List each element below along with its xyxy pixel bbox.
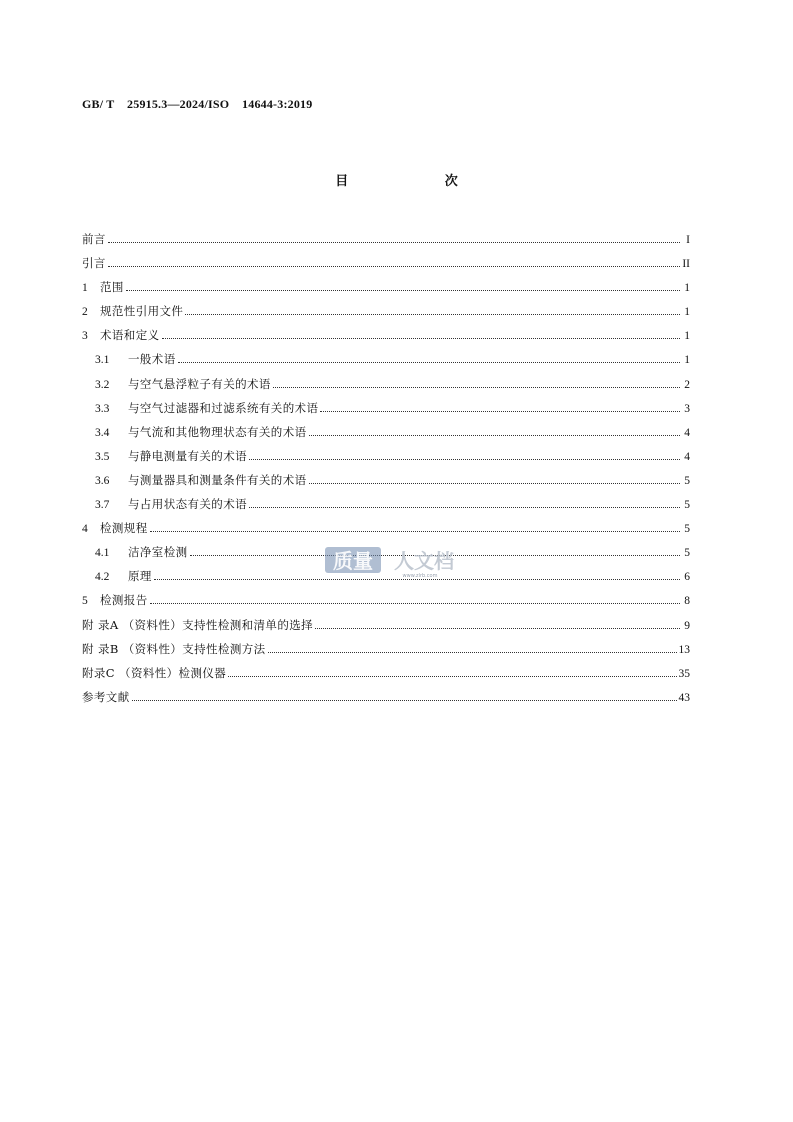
toc-entry-label: 检测规程 — [100, 521, 148, 536]
dot-leader — [309, 483, 681, 484]
toc-entry[interactable] — [82, 616, 690, 640]
toc-entry-label: 附 录B （资料性）支持性检测方法 — [82, 641, 266, 656]
table-of-contents — [82, 230, 690, 712]
toc-entry-page-number: 1 — [684, 282, 690, 295]
toc-entry-label: 一般术语 — [128, 352, 176, 367]
toc-entry-number: 3.5 — [95, 450, 110, 463]
toc-entry-page-number: 5 — [684, 474, 690, 487]
toc-entry[interactable] — [82, 423, 690, 447]
toc-entry-number: 3.3 — [95, 402, 110, 415]
toc-entry-page-number: 13 — [678, 643, 690, 656]
toc-entry[interactable] — [82, 640, 690, 664]
dot-leader — [108, 266, 680, 267]
dot-leader — [185, 314, 680, 315]
toc-entry-page-number: 5 — [684, 523, 690, 536]
toc-entry-page-number: 5 — [684, 499, 690, 512]
toc-entry[interactable] — [82, 495, 690, 519]
toc-entry[interactable] — [82, 688, 690, 712]
toc-entry[interactable] — [82, 399, 690, 423]
toc-entry-label: 与气流和其他物理状态有关的术语 — [128, 424, 307, 439]
dot-leader — [154, 579, 680, 580]
toc-entry-number: 3.6 — [95, 474, 110, 487]
toc-entry-label: 与占用状态有关的术语 — [128, 497, 247, 512]
toc-entry-page-number: 43 — [678, 691, 690, 704]
toc-entry-page-number: 9 — [684, 619, 690, 632]
dot-leader — [162, 338, 681, 339]
toc-entry[interactable] — [82, 350, 690, 374]
toc-entry-label: 原理 — [128, 569, 152, 584]
toc-entry-page-number: 35 — [678, 667, 690, 680]
toc-entry-label: 与空气悬浮粒子有关的术语 — [128, 376, 271, 391]
toc-entry-label: 与空气过滤器和过滤系统有关的术语 — [128, 400, 319, 415]
dot-leader — [228, 676, 676, 677]
dot-leader — [268, 652, 677, 653]
watermark-text-right: 人文档 — [394, 549, 454, 573]
toc-entry[interactable] — [82, 591, 690, 615]
dot-leader — [320, 411, 680, 412]
toc-entry[interactable] — [82, 302, 690, 326]
toc-entry-number: 3.4 — [95, 426, 110, 439]
watermark-logo — [324, 544, 466, 578]
dot-leader — [309, 435, 681, 436]
toc-entry[interactable] — [82, 230, 690, 254]
toc-entry-number: 3.2 — [95, 378, 110, 391]
toc-entry-page-number: 6 — [684, 571, 690, 584]
toc-entry[interactable] — [82, 254, 690, 278]
toc-entry-page-number: 8 — [684, 595, 690, 608]
toc-entry-number: 5 — [82, 595, 88, 608]
toc-entry-label: 附 录A （资料性）支持性检测和清单的选择 — [82, 617, 314, 632]
watermark-text-left: 质量 — [333, 549, 373, 573]
toc-entry-label: 前言 — [82, 232, 106, 246]
toc-entry-number: 4.1 — [95, 547, 110, 560]
standard-code: GB/ T 25915.3—2024/ISO 14644-3:2019 — [82, 97, 313, 111]
toc-entry-label: 引言 — [82, 256, 106, 271]
toc-entry-number: 4.2 — [95, 571, 110, 584]
toc-entry-page-number: 1 — [684, 354, 690, 367]
toc-entry-label: 附录C （资料性）检测仪器 — [82, 665, 227, 680]
toc-entry-page-number: 4 — [684, 426, 690, 439]
toc-entry-number: 3.7 — [95, 499, 110, 512]
dot-leader — [178, 362, 680, 363]
dot-leader — [150, 531, 680, 532]
toc-entry-page-number: 3 — [684, 402, 690, 415]
toc-entry-number: 1 — [82, 282, 88, 295]
toc-entry-page-number: II — [682, 258, 690, 271]
toc-entry[interactable] — [82, 326, 690, 350]
toc-entry[interactable] — [82, 375, 690, 399]
toc-entry-page-number: 4 — [684, 450, 690, 463]
toc-entry-number: 2 — [82, 306, 88, 319]
toc-entry-page-number: 2 — [684, 378, 690, 391]
toc-entry-label: 术语和定义 — [100, 328, 160, 343]
toc-entry-number: 3.1 — [95, 354, 110, 367]
toc-entry-page-number: 1 — [684, 330, 690, 343]
toc-title: 目 次 — [335, 174, 504, 189]
dot-leader — [315, 628, 680, 629]
toc-entry-label: 与静电测量有关的术语 — [128, 448, 247, 463]
toc-entry[interactable] — [82, 278, 690, 302]
dot-leader — [150, 603, 680, 604]
dot-leader — [126, 290, 680, 291]
toc-entry-page-number: I — [686, 234, 690, 246]
dot-leader — [249, 459, 680, 460]
watermark-url: www.zlrb.com — [402, 573, 438, 578]
toc-entry[interactable] — [82, 664, 690, 688]
toc-entry[interactable] — [82, 471, 690, 495]
toc-entry-page-number: 5 — [684, 547, 690, 560]
toc-entry[interactable] — [82, 447, 690, 471]
toc-entry-number: 3 — [82, 330, 88, 343]
dot-leader — [108, 242, 680, 243]
dot-leader — [273, 387, 680, 388]
dot-leader — [249, 507, 680, 508]
toc-entry-page-number: 1 — [684, 306, 690, 319]
toc-entry-label: 规范性引用文件 — [100, 304, 184, 319]
toc-entry-label: 范围 — [100, 280, 124, 295]
toc-entry-label: 参考文献 — [82, 689, 130, 704]
dot-leader — [132, 700, 677, 701]
toc-entry-label: 洁净室检测 — [128, 545, 188, 560]
toc-entry-number: 4 — [82, 523, 88, 536]
toc-entry-label: 与测量器具和测量条件有关的术语 — [128, 472, 307, 487]
toc-entry[interactable] — [82, 519, 690, 543]
toc-entry-label: 检测报告 — [100, 593, 148, 608]
